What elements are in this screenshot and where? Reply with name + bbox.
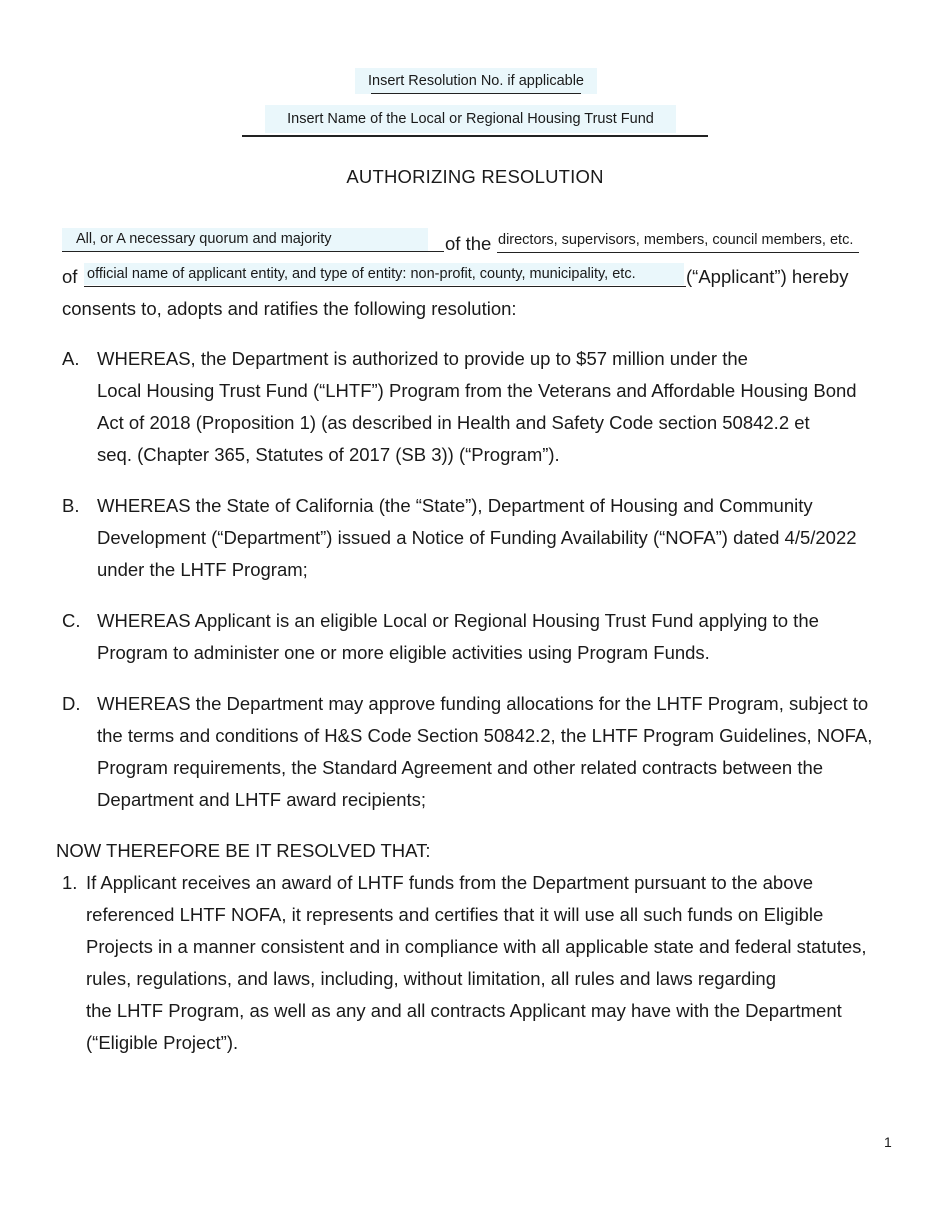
- governing-body-field[interactable]: directors, supervisors, members, council members, etc.: [498, 232, 854, 248]
- whereas-a-label: A.: [62, 348, 80, 369]
- page-title: AUTHORIZING RESOLUTION: [346, 166, 604, 187]
- resolved-heading: NOW THEREFORE BE IT RESOLVED THAT:: [56, 840, 431, 861]
- governing-body-underline: [497, 252, 859, 253]
- resolved-1-line: If Applicant receives an award of LHTF funds from the Department pursuant to the above: [86, 872, 814, 893]
- resolution-no-underline: [371, 93, 581, 94]
- whereas-c-label: C.: [62, 610, 81, 631]
- whereas-b-line: Development (“Department”) issued a Notice of Funding Availability (“NOFA”) dated 4/5/2022: [97, 527, 857, 548]
- whereas-d-line: Department and LHTF award recipients;: [97, 789, 427, 810]
- applicant-entity-field[interactable]: official name of applicant entity, and type of entity: non-profit, county, municipality, etc.: [84, 263, 684, 285]
- applicant-hereby-text: (“Applicant”) hereby: [686, 266, 849, 287]
- whereas-a-line: Local Housing Trust Fund (“LHTF”) Program from the Veterans and Affordable Housing Bond: [97, 380, 857, 401]
- of-the-text: of the: [445, 233, 492, 254]
- resolved-1-line: the LHTF Program, as well as any and all contracts Applicant may have with the Department: [86, 1000, 842, 1021]
- resolved-1-line: rules, regulations, and laws, including, without limitation, all rules and laws regarding: [86, 968, 777, 989]
- whereas-b-line: under the LHTF Program;: [97, 559, 308, 580]
- page-number: 1: [884, 1134, 892, 1150]
- resolved-1-label: 1.: [62, 872, 78, 893]
- quorum-field[interactable]: All, or A necessary quorum and majority: [62, 228, 428, 252]
- whereas-d-line: WHEREAS the Department may approve funding allocations for the LHTF Program, subject to: [97, 693, 869, 714]
- whereas-c-line: WHEREAS Applicant is an eligible Local or Regional Housing Trust Fund applying to the: [97, 610, 819, 631]
- whereas-a-line: Act of 2018 (Proposition 1) (as described in Health and Safety Code section 50842.2 et: [97, 412, 810, 433]
- trust-fund-name-underline: [242, 135, 708, 137]
- resolved-1-line: referenced LHTF NOFA, it represents and certifies that it will use all such funds on Eligible: [86, 904, 824, 925]
- resolved-1-line: Projects in a manner consistent and in compliance with all applicable state and federal statutes,: [86, 936, 867, 957]
- resolved-1-line: (“Eligible Project”).: [86, 1032, 239, 1053]
- whereas-a-line: seq. (Chapter 365, Statutes of 2017 (SB 3)) (“Program”).: [97, 444, 560, 465]
- trust-fund-name-field[interactable]: Insert Name of the Local or Regional Housing Trust Fund: [265, 105, 676, 133]
- quorum-underline: [62, 251, 444, 252]
- whereas-b-label: B.: [62, 495, 80, 516]
- resolution-no-field[interactable]: Insert Resolution No. if applicable: [355, 68, 597, 94]
- whereas-b-line: WHEREAS the State of California (the “State”), Department of Housing and Community: [97, 495, 813, 516]
- whereas-d-label: D.: [62, 693, 81, 714]
- whereas-d-line: Program requirements, the Standard Agreement and other related contracts between the: [97, 757, 824, 778]
- whereas-c-line: Program to administer one or more eligible activities using Program Funds.: [97, 642, 710, 663]
- of-text: of: [62, 266, 78, 287]
- intro-line-2: consents to, adopts and ratifies the following resolution:: [62, 298, 517, 319]
- whereas-a-line: WHEREAS, the Department is authorized to provide up to $57 million under the: [97, 348, 748, 369]
- whereas-d-line: the terms and conditions of H&S Code Section 50842.2, the LHTF Program Guidelines, NOFA,: [97, 725, 873, 746]
- applicant-entity-underline: [84, 286, 686, 287]
